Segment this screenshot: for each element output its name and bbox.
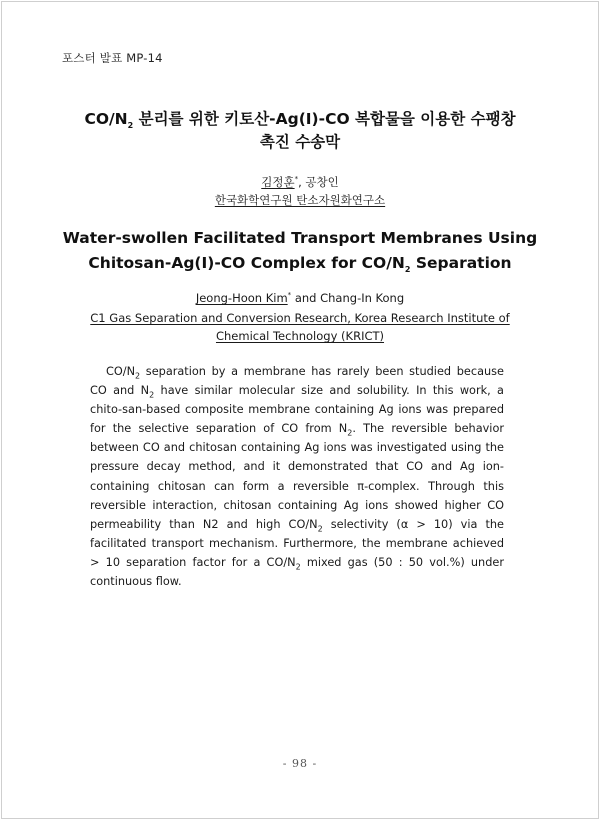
session-label: 포스터 발표 MP-14 [62,51,163,65]
korean-title [60,108,540,154]
english-affiliation [90,309,510,345]
english-title-line1: Water-swollen Facilitated Transport Membranes Using [62,229,538,247]
korean-author-others: , 공창인 [298,175,339,189]
english-authors [60,290,540,307]
abstract-subscript-5: 2 [295,562,301,572]
corresponding-mark-ko: * [294,175,299,184]
english-author-others: and Chang-In Kong [291,291,405,305]
korean-affiliation [60,192,540,209]
abstract-subscript-2: 2 [149,390,155,400]
korean-affiliation-text: 한국화학연구원 탄소자원화연구소 [214,193,386,207]
corresponding-mark-en: * [287,291,292,300]
abstract-text-4: . The reversible behavior between CO and chitosan containing Ag ions was investigated using the pressure decay method, and it demonstrated that CO and Ag ion-containing chitosan can form a reversible π-complex. Through this reversible interaction, chitosan containing Ag ions showed higher CO permeability than N2 and high CO/N [90,422,504,531]
abstract-text-3: have similar molecular size and solubility. In this work, a chito-san-based composite membrane containing Ag ions was prepared for the selective separation of CO from N [90,384,504,436]
abstract-subscript-3: 2 [347,428,353,438]
english-title-line2-b: Separation [410,254,512,272]
korean-title-line1-a: CO/N [84,110,128,128]
korean-authors [60,174,540,191]
abstract-subscript-1: 2 [135,371,141,381]
abstract-text-1: CO/N [106,365,136,378]
korean-title-line1-b: 분리를 위한 키토산-Ag(I)-CO 복합물을 이용한 수팽창 [133,110,516,128]
english-title-line2-a: Chitosan-Ag(I)-CO Complex for CO/N [88,254,405,272]
korean-author-corresponding: 김정훈 [261,175,295,189]
english-title-subscript: 2 [404,265,411,275]
abstract-text-6: mixed gas (50 : 50 vol.%) under continuous flow. [90,555,504,589]
english-title [60,226,540,276]
korean-title-line2: 촉진 수송막 [259,133,341,151]
page-number: - 98 - [282,757,318,770]
korean-title-subscript: 2 [127,121,134,131]
english-author-corresponding: Jeong-Hoon Kim [195,291,288,305]
english-affiliation-line1: C1 Gas Separation and Conversion Research, Korea Research Institute of [90,311,510,325]
abstract-text-2: separation by a membrane has rarely been studied because CO and N [90,365,504,398]
abstract-paragraph [90,362,504,591]
abstract-text-5: selectivity (α > 10) via the facilitated transport mechanism. Furthermore, the membrane achieved > 10 separation factor for a CO/N [90,517,504,569]
abstract-subscript-4: 2 [317,524,323,533]
english-affiliation-line2: Chemical Technology (KRICT) [215,329,385,343]
